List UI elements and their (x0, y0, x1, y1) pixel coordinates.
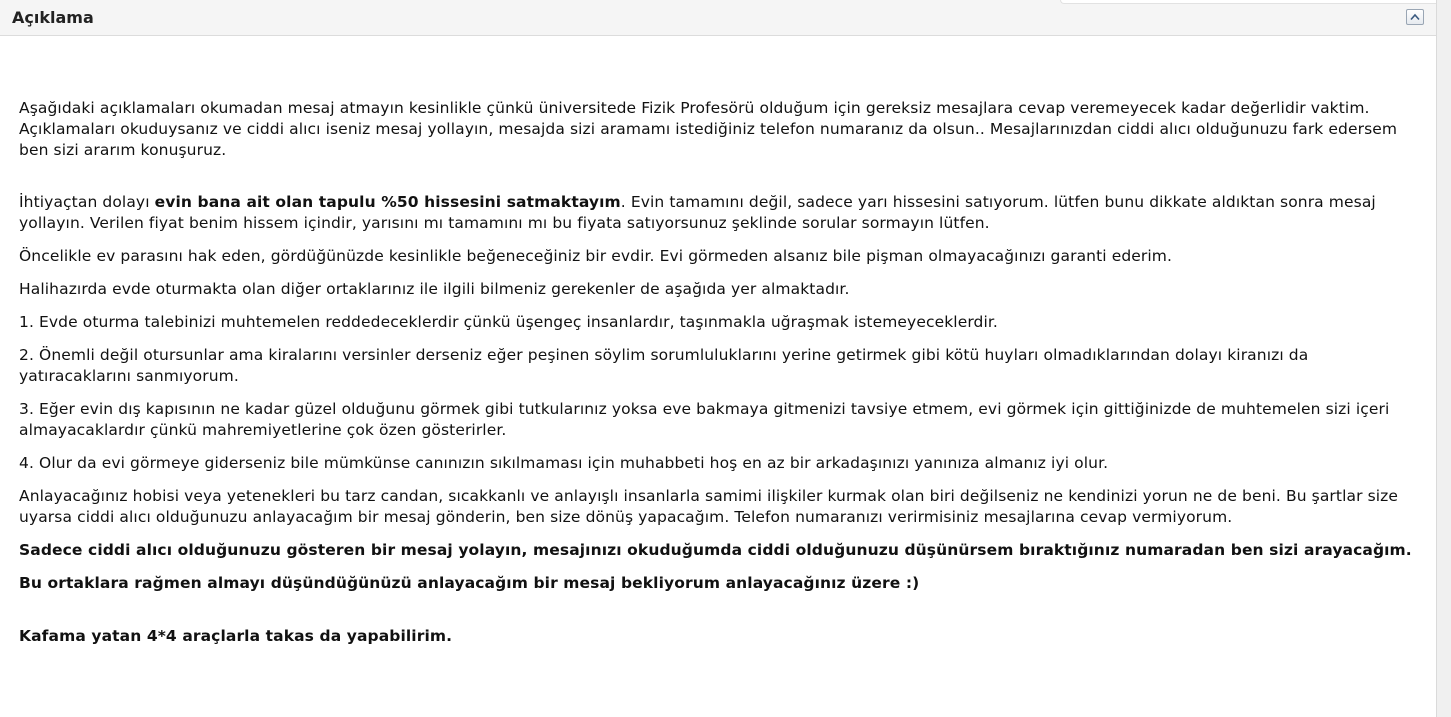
share-text-post: . Evin tamamını değil, sadece yarı hissesini satıyorum. lütfen bunu dikkate aldıktan sonra mesaj yollayın. Verilen fiyat benim hissem içindir, yarısını mı tamamını mı bu fiyata satıyorsunuz şeklinde sorular sormayın lütfen. (19, 193, 1376, 232)
trade-note (19, 626, 1419, 647)
collapse-button[interactable] (1406, 9, 1424, 25)
partners-intro: Halihazırda evde oturmakta olan diğer ortaklarınız ile ilgili bilmeniz gerekenler de aşağıda yer almaktadır. (19, 280, 850, 298)
panel-title: Açıklama (12, 8, 94, 27)
list-item-2: 2. Önemli değil otursunlar ama kiralarını versinler derseniz eğer peşinen söylim sorumluluklarını yerine getirmek gibi kötü huyları olmadıklarından dolayı kiranızı da yatıracaklarını sanmıyorum. (19, 346, 1309, 385)
waiting-note (19, 573, 1419, 594)
list-item-3: 3. Eğer evin dış kapısının ne kadar güzel olduğunu görmek gibi tutkularınız yoksa eve bakmaya gitmenizi tavsiye etmem, evi görmek için gittiğinizde de muhtemelen sizi içeri almayacaklardır çünkü mahremiyetlerine çok özen gösterirler. (19, 400, 1390, 439)
serious-buyer-note (19, 540, 1419, 561)
description-content (19, 98, 1419, 647)
value-paragraph: Öncelikle ev parasını hak eden, gördüğünüzde kesinlikle beğeneceğiniz bir evdir. Evi görmeden alsanız bile pişman olmayacağınızı garanti ederim. (19, 247, 1173, 265)
top-strip (1060, 0, 1437, 4)
chevron-up-icon (1410, 13, 1420, 21)
waiting-text: Bu ortaklara rağmen almayı düşündüğünüzü anlayacağım bir mesaj bekliyorum anlayacağınız üzere :) (19, 574, 920, 592)
scrollbar[interactable] (1436, 0, 1451, 717)
trade-text: Kafama yatan 4*4 araçlarla takas da yapabilirim. (19, 627, 453, 645)
summary-paragraph: Anlayacağınız hobisi veya yetenekleri bu tarz candan, sıcakkanlı ve anlayışlı insanlarla samimi ilişkiler kurmak olan biri değilseniz ne kendinizi yorun ne de beni. Bu şartlar size uyarsa ciddi alıcı olduğunuzu anlayacağım bir mesaj gönderin, ben size dönüş yapacağım. Telefon numaranızı verirmisiniz mesajlarına cevap vermiyorum. (19, 487, 1399, 526)
list-item-4: 4. Olur da evi görmeye giderseniz bile mümkünse canınızın sıkılmaması için muhabbeti hoş en az bir arkadaşınızı yanınıza almanız iyi olur. (19, 454, 1109, 472)
share-paragraph (19, 192, 1419, 234)
share-text-pre: İhtiyaçtan dolayı (19, 193, 155, 211)
serious-buyer-text: Sadece ciddi alıcı olduğunuzu gösteren bir mesaj yolayın, mesajınızı okuduğumda ciddi olduğunuzu düşünürsem bıraktığınız numaradan ben sizi arayacağım. (19, 541, 1412, 559)
panel-header (0, 0, 1436, 36)
intro-paragraph: Aşağıdaki açıklamaları okumadan mesaj atmayın kesinlikle çünkü üniversitede Fizik Profesörü olduğum için gereksiz mesajlara cevap veremeyecek kadar değerlidir vaktim. Açıklamaları okuduysanız ve ciddi alıcı iseniz mesaj yollayın, mesajda sizi aramamı istediğiniz telefon numaranız da olsun.. Mesajlarınızdan ciddi alıcı olduğunuzu fark edersem ben sizi ararım konuşuruz. (19, 99, 1398, 159)
list-item-1: 1. Evde oturma talebinizi muhtemelen reddedeceklerdir çünkü üşengeç insanlardır, taşınmakla uğraşmak istemeyeceklerdir. (19, 313, 998, 331)
share-text-bold: evin bana ait olan tapulu %50 hissesini satmaktayım (154, 193, 621, 211)
